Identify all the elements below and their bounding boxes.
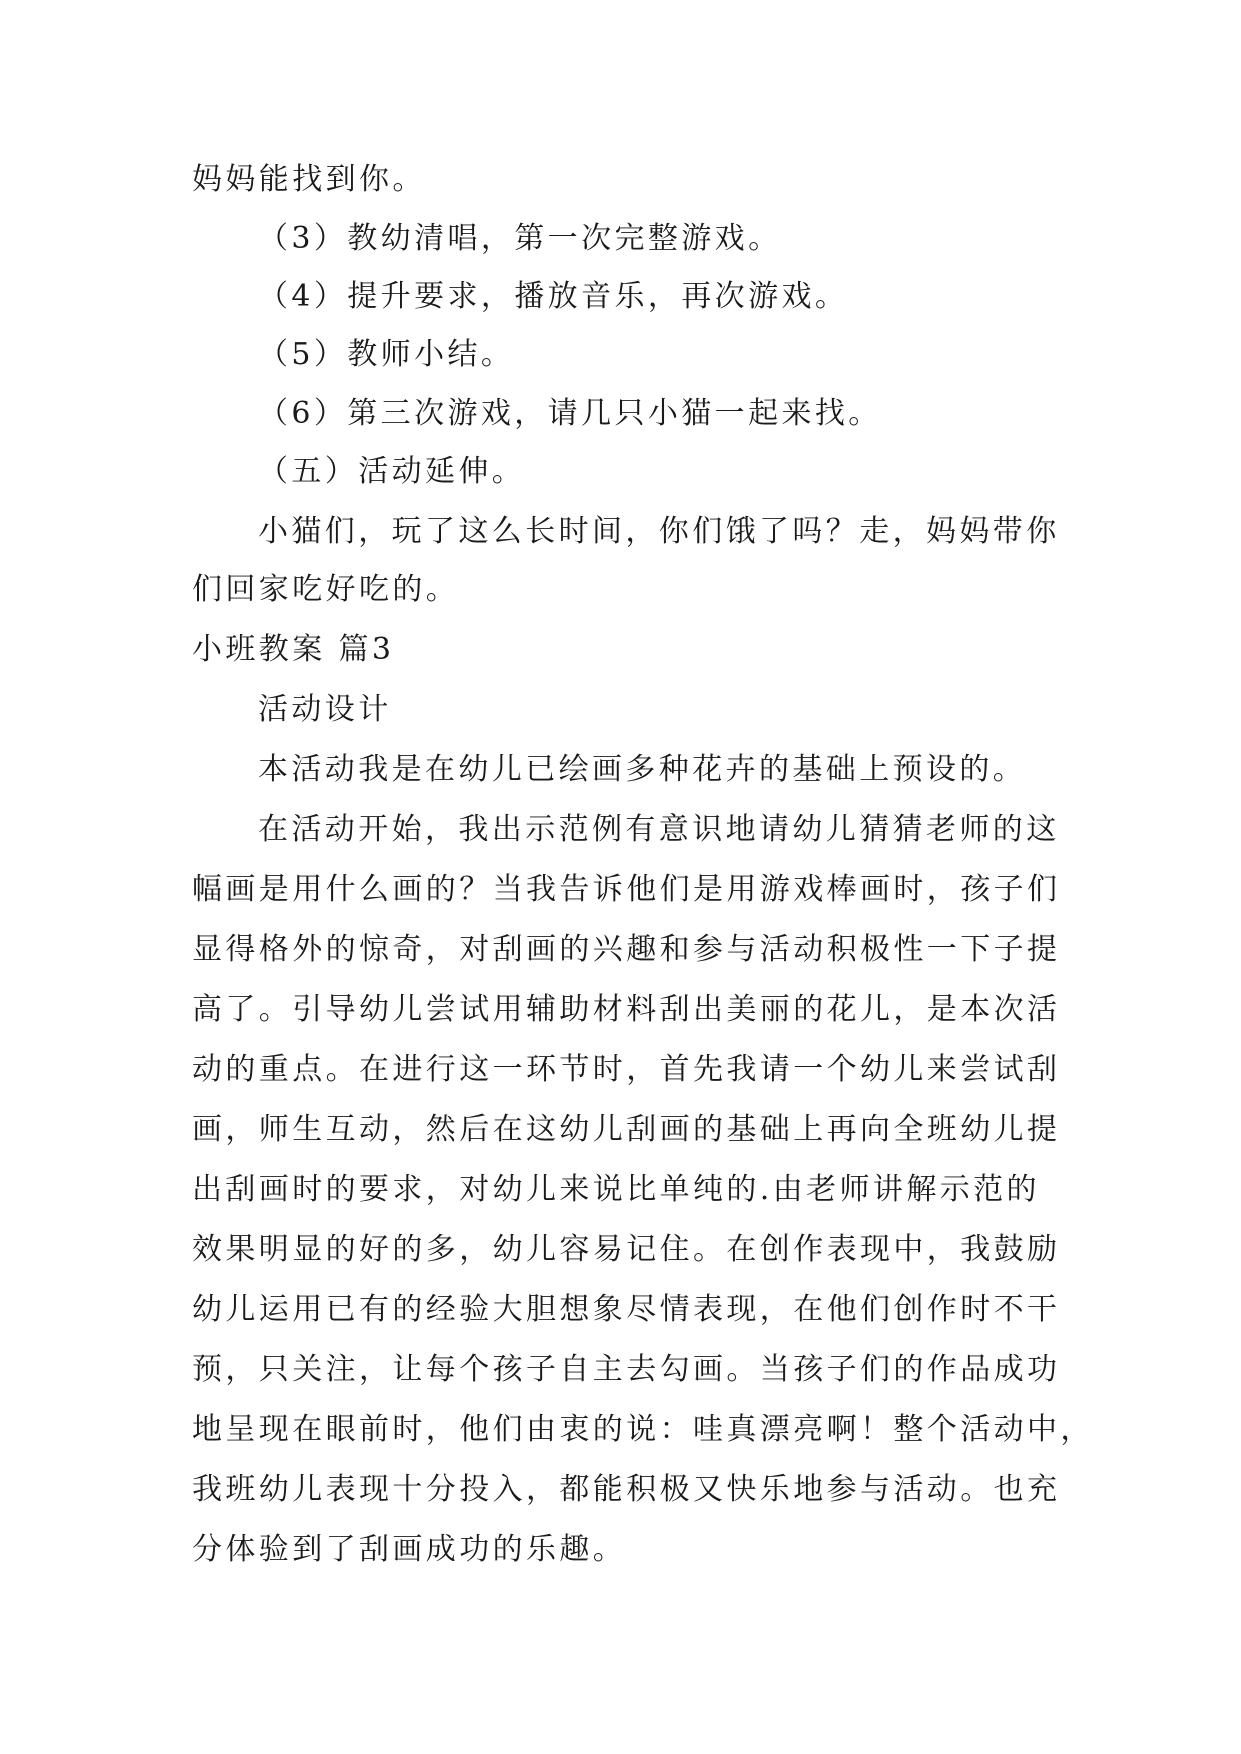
paragraph-line: 高了。引导幼儿尝试用辅助材料刮出美丽的花儿，是本次活 [192, 992, 1061, 1027]
step-4: （4）提升要求，播放音乐，再次游戏。 [258, 279, 849, 314]
section-heading: 小班教案 篇3 [192, 632, 395, 667]
paragraph-line: 分体验到了刮画成功的乐趣。 [192, 1532, 627, 1567]
section-extension: （五）活动延伸。 [258, 454, 526, 489]
paragraph-line: 地呈现在眼前时，他们由衷的说：哇真漂亮啊！整个活动中， [192, 1412, 1094, 1447]
paragraph-line: 幅画是用什么画的？当我告诉他们是用游戏棒画时，孩子们 [192, 872, 1061, 907]
paragraph-line: 本活动我是在幼儿已绘画多种花卉的基础上预设的。 [258, 752, 1027, 787]
paragraph-line: 小猫们，玩了这么长时间，你们饿了吗？走，妈妈带你 [258, 514, 1060, 549]
paragraph-line: 我班幼儿表现十分投入，都能积极又快乐地参与活动。也充 [192, 1472, 1061, 1507]
paragraph-line: 们回家吃好吃的。 [192, 572, 460, 607]
paragraph-line: 画，师生互动，然后在这幼儿刮画的基础上再向全班幼儿提 [192, 1112, 1061, 1147]
paragraph-line: 显得格外的惊奇，对刮画的兴趣和参与活动积极性一下子提 [192, 932, 1061, 967]
paragraph-line: 幼儿运用已有的经验大胆想象尽情表现，在他们创作时不干 [192, 1292, 1061, 1327]
paragraph-line: 在活动开始，我出示范例有意识地请幼儿猜猜老师的这 [258, 812, 1060, 847]
paragraph-line: 动的重点。在进行这一环节时，首先我请一个幼儿来尝试刮 [192, 1052, 1061, 1087]
paragraph-line: 效果明显的好的多，幼儿容易记住。在创作表现中，我鼓励 [192, 1232, 1061, 1267]
subheading: 活动设计 [258, 692, 392, 727]
paragraph-line: 出刮画时的要求，对幼儿来说比单纯的.由老师讲解示范的 [192, 1172, 1040, 1207]
step-6: （6）第三次游戏，请几只小猫一起来找。 [258, 396, 882, 431]
step-5: （5）教师小结。 [258, 337, 515, 372]
text-line-1: 妈妈能找到你。 [192, 162, 426, 197]
step-3: （3）教幼清唱，第一次完整游戏。 [258, 221, 782, 256]
paragraph-line: 预，只关注，让每个孩子自主去勾画。当孩子们的作品成功 [192, 1352, 1061, 1387]
